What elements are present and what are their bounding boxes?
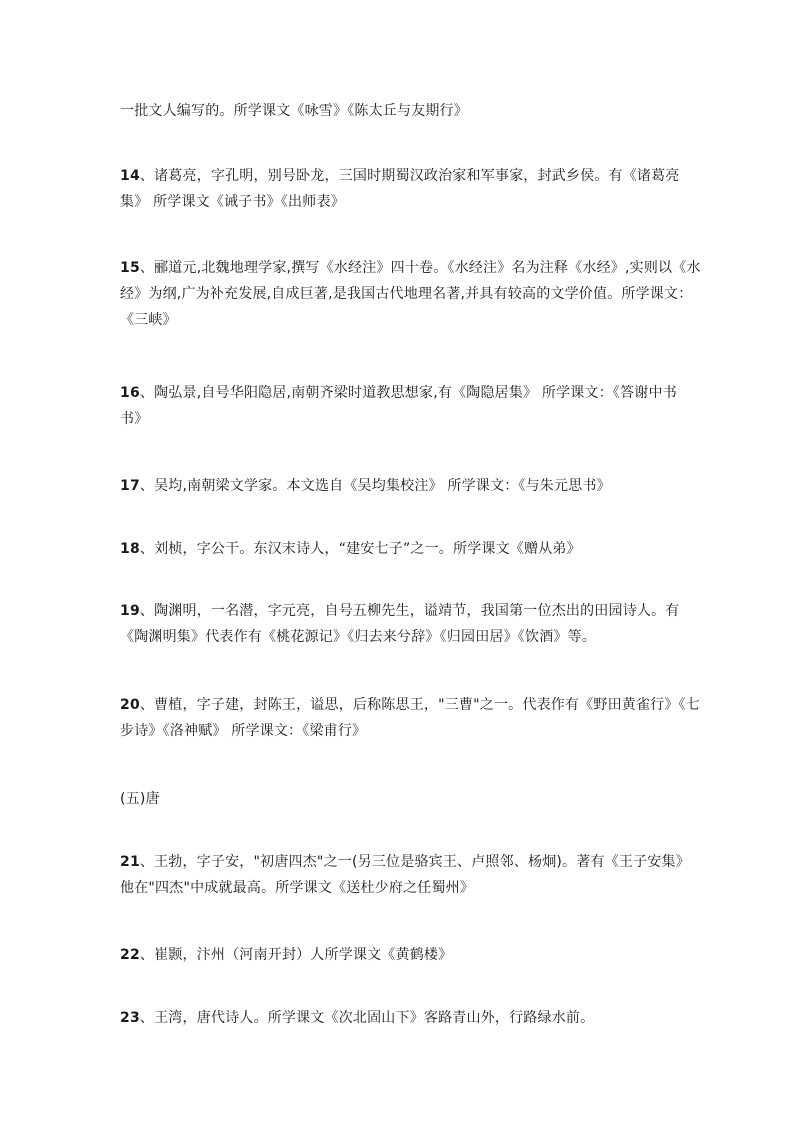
text-line: 书》 bbox=[120, 411, 149, 427]
entry-text: 、曹植，字子建，封陈王，谥思，后称陈思王，"三曹"之一。代表作有《野田黄雀行》《七 bbox=[139, 697, 700, 713]
text-line: (五)唐 bbox=[120, 791, 160, 807]
entry-number: 20 bbox=[120, 697, 140, 713]
section-heading-tang bbox=[120, 786, 680, 812]
entry-text: 、刘桢，字公干。东汉末诗人，“建安七子”之一。所学课文《赠从弟》 bbox=[139, 541, 581, 557]
entry-number: 15 bbox=[120, 260, 140, 276]
text-line bbox=[120, 692, 700, 718]
paragraph-23 bbox=[120, 1005, 680, 1031]
paragraph-22 bbox=[120, 942, 680, 968]
text-line bbox=[120, 1005, 680, 1031]
entry-number: 16 bbox=[120, 385, 140, 401]
text-line: 《三峡》 bbox=[120, 312, 177, 328]
text-line: 他在"四杰"中成就最高。所学课文《送杜少府之任蜀州》 bbox=[120, 880, 475, 896]
entry-number: 21 bbox=[120, 854, 140, 870]
entry-text: 、诸葛亮，字孔明，别号卧龙，三国时期蜀汉政治家和军事家，封武乡侯。有《诸葛亮 bbox=[139, 168, 680, 184]
entry-text: 、陶渊明，一名潜，字元亮，自号五柳先生，谥靖节，我国第一位杰出的田园诗人。有 bbox=[139, 603, 680, 619]
text-line bbox=[120, 598, 680, 624]
paragraph-20 bbox=[120, 692, 700, 744]
text-line bbox=[120, 849, 690, 875]
entry-text: 、陶弘景,自号华阳隐居,南朝齐梁时道教思想家,有《陶隐居集》 所学课文：《答谢中书 bbox=[139, 385, 677, 401]
paragraph-intro bbox=[120, 98, 680, 124]
text-line bbox=[120, 942, 680, 968]
paragraph-21 bbox=[120, 849, 690, 901]
entry-number: 22 bbox=[120, 947, 140, 963]
text-line bbox=[120, 536, 680, 562]
text-line: 集》 所学课文《诫子书》《出师表》 bbox=[120, 194, 345, 210]
text-line bbox=[120, 255, 701, 281]
text-line bbox=[120, 163, 680, 189]
paragraph-19 bbox=[120, 598, 680, 650]
paragraph-14 bbox=[120, 163, 680, 215]
entry-number: 17 bbox=[120, 478, 140, 494]
paragraph-15 bbox=[120, 255, 701, 333]
entry-text: 、崔颢，汴州（河南开封）人所学课文《黄鹤楼》 bbox=[139, 947, 453, 963]
text-line: 《陶渊明集》代表作有《桃花源记》《归去来兮辞》《归园田居》《饮酒》等。 bbox=[120, 629, 596, 645]
entry-number: 14 bbox=[120, 168, 140, 184]
paragraph-17 bbox=[120, 473, 680, 499]
text-line: 经》为纲,广为补充发展,自成巨著,是我国古代地理名著,并具有较高的文学价值。所学课文： bbox=[120, 286, 693, 302]
text-line bbox=[120, 380, 680, 406]
entry-text: 、王湾，唐代诗人。所学课文《次北固山下》客路青山外，行路绿水前。 bbox=[139, 1010, 595, 1026]
entry-text: 、郦道元,北魏地理学家,撰写《水经注》四十卷。《水经注》名为注释《水经》,实则以《水 bbox=[139, 260, 701, 276]
entry-number: 19 bbox=[120, 603, 140, 619]
text-line bbox=[120, 473, 680, 499]
entry-text: 、王勃，字子安，"初唐四杰"之一(另三位是骆宾王、卢照邻、杨炯)。著有《王子安集》 bbox=[139, 854, 690, 870]
entry-text: 、吴均,南朝梁文学家。本文选自《吴均集校注》 所学课文：《与朱元思书》 bbox=[139, 478, 611, 494]
entry-number: 18 bbox=[120, 541, 140, 557]
text-line: 一批文人编写的。所学课文《咏雪》《陈太丘与友期行》 bbox=[120, 103, 468, 119]
paragraph-16 bbox=[120, 380, 680, 432]
entry-number: 23 bbox=[120, 1010, 140, 1026]
text-line: 步诗》《洛神赋》 所学课文：《梁甫行》 bbox=[120, 723, 367, 739]
paragraph-18 bbox=[120, 536, 680, 562]
